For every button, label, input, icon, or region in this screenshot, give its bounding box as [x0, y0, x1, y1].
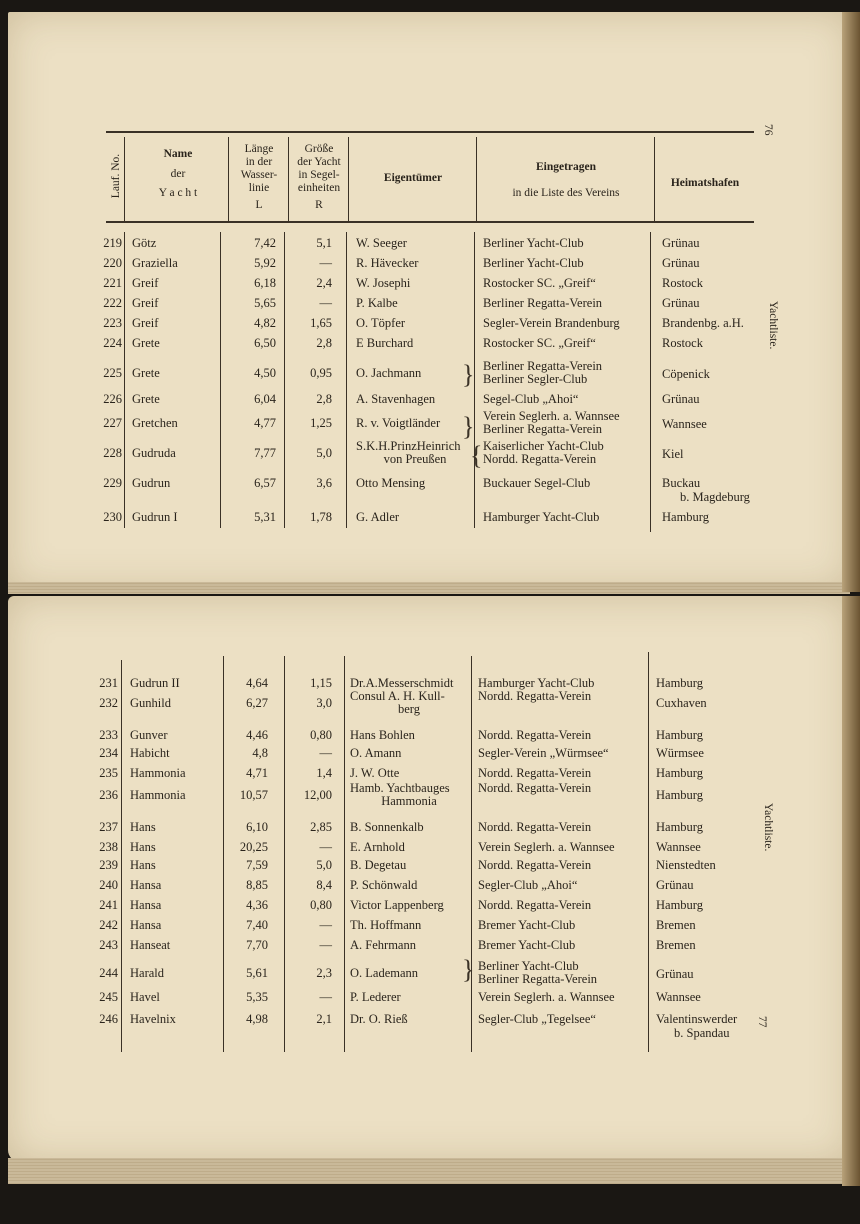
home-port: Hamburg	[656, 676, 703, 690]
registered-club-2: Berliner Regatta-Verein	[478, 972, 598, 986]
header-name-2: der	[170, 168, 186, 180]
row-number: 219	[103, 236, 122, 250]
col-sep	[476, 137, 477, 221]
yacht-name: Gudrun I	[132, 510, 178, 524]
col-sep	[223, 656, 224, 1052]
sail-units-value: 3,6	[316, 476, 332, 490]
yacht-name: Havel	[130, 990, 160, 1004]
row-number: 228	[103, 446, 122, 460]
registered-club: Segler-Club „Tegelsee“	[478, 1012, 596, 1026]
row-number: 224	[103, 336, 122, 350]
length-value: 6,57	[254, 476, 276, 490]
sail-units-value: —	[319, 296, 332, 310]
owner-name: W. Josephi	[356, 276, 411, 290]
page-edge	[8, 1158, 850, 1184]
owner-name: B. Sonnenkalb	[350, 820, 424, 834]
registered-club: Segler-Verein Brandenburg	[483, 316, 620, 330]
yacht-name: Gudrun	[132, 476, 171, 490]
registered-club: Rostocker SC. „Greif“	[483, 276, 596, 290]
row-number: 223	[103, 316, 122, 330]
yacht-name: Hanseat	[130, 938, 171, 952]
header-laenge-5: L	[255, 199, 263, 211]
header-groesse-4: einheiten	[297, 182, 341, 194]
home-port: Hamburg	[656, 788, 703, 802]
yacht-name: Hammonia	[130, 788, 186, 802]
col-sep	[344, 656, 345, 1052]
home-port: Rostock	[662, 276, 703, 290]
home-port: Grünau	[656, 878, 694, 892]
running-head-yachtliste: Yachtliste.	[767, 301, 779, 350]
registered-club: Nordd. Regatta-Verein	[478, 858, 592, 872]
col-sep	[346, 232, 347, 528]
yacht-name: Greif	[132, 316, 159, 330]
yacht-name: Gunhild	[130, 696, 171, 710]
yacht-name: Hansa	[130, 918, 162, 932]
sail-units-value: 3,0	[316, 696, 332, 710]
owner-name: P. Lederer	[350, 990, 401, 1004]
yacht-name: Gudruda	[132, 446, 176, 460]
row-number: 241	[99, 898, 118, 912]
owner-name-cont: von Preußen	[383, 452, 447, 466]
row-number: 235	[99, 766, 118, 780]
owner-name: B. Degetau	[350, 858, 407, 872]
header-laenge-1: Länge	[244, 143, 274, 155]
header-groesse-2: der Yacht	[297, 156, 341, 168]
length-value: 4,50	[254, 366, 276, 380]
yacht-name: Havelnix	[130, 1012, 176, 1026]
sail-units-value: —	[319, 256, 332, 270]
owner-name: E. Arnhold	[350, 840, 405, 854]
home-port: Hamburg	[656, 728, 703, 742]
owner-name: J. W. Otte	[350, 766, 400, 780]
owner-name: W. Seeger	[356, 236, 407, 250]
header-top-rule	[106, 131, 754, 133]
registered-club: Bremer Yacht-Club	[478, 918, 576, 932]
home-port: Hamburg	[662, 510, 709, 524]
owner-name: Th. Hoffmann	[350, 918, 422, 932]
page-edge	[8, 582, 850, 594]
sail-units-value: 2,4	[316, 276, 332, 290]
yacht-name: Hammonia	[130, 766, 186, 780]
col-sep	[284, 656, 285, 1052]
book-spine	[842, 596, 860, 1186]
page-number-76: 76	[762, 124, 774, 136]
yacht-name: Gudrun II	[130, 676, 180, 690]
home-port: Wannsee	[656, 840, 701, 854]
header-laenge-2: in der	[245, 156, 273, 168]
sail-units-value: 5,0	[316, 446, 332, 460]
registered-club: Berliner Yacht-Club	[483, 256, 584, 270]
length-value: 10,57	[239, 788, 268, 802]
length-value: 4,36	[246, 898, 268, 912]
page-number-77: 77	[756, 1016, 768, 1028]
sail-units-value: 8,4	[316, 878, 332, 892]
owner-name: G. Adler	[356, 510, 400, 524]
owner-name: Hamb. Yachtbauges	[350, 781, 450, 795]
registered-club: Nordd. Regatta-Verein	[478, 898, 592, 912]
yacht-name: Greif	[132, 276, 159, 290]
length-value: 7,42	[254, 236, 276, 250]
owner-name-cont: berg	[398, 702, 420, 716]
length-value: 5,65	[254, 296, 276, 310]
length-value: 4,77	[254, 416, 276, 430]
sail-units-value: 1,65	[310, 316, 332, 330]
registered-club: Berliner Yacht-Club	[478, 959, 579, 973]
brace: }	[462, 955, 475, 984]
owner-name: O. Töpfer	[356, 316, 406, 330]
header-heimatshafen: Heimatshafen	[670, 177, 740, 189]
row-number: 232	[99, 696, 118, 710]
row-number: 221	[103, 276, 122, 290]
registered-club: Verein Seglerh. a. Wannsee	[478, 840, 615, 854]
registered-club: Nordd. Regatta-Verein	[478, 820, 592, 834]
home-port: Bremen	[656, 918, 696, 932]
home-port: Brandenbg. a.H.	[662, 316, 744, 330]
owner-name: P. Schönwald	[350, 878, 418, 892]
registered-club: Nordd. Regatta-Verein	[478, 766, 592, 780]
header-groesse-5: R	[315, 199, 323, 211]
brace: }	[462, 412, 475, 441]
row-number: 244	[99, 966, 118, 980]
sail-units-value: —	[319, 990, 332, 1004]
owner-name: Hans Bohlen	[350, 728, 415, 742]
home-port: Nienstedten	[656, 858, 716, 872]
row-number: 236	[99, 788, 118, 802]
home-port: Hamburg	[656, 820, 703, 834]
length-value: 5,31	[254, 510, 276, 524]
header-lauf-no: Lauf. No.	[110, 153, 122, 199]
col-sep	[121, 660, 122, 1052]
row-number: 222	[103, 296, 122, 310]
length-value: 6,27	[246, 696, 268, 710]
home-port: Buckau	[662, 476, 701, 490]
home-port: Grünau	[662, 256, 700, 270]
sail-units-value: 2,1	[316, 1012, 332, 1026]
home-port-cont: b. Magdeburg	[680, 490, 750, 504]
length-value: 6,04	[254, 392, 276, 406]
length-value: 4,98	[246, 1012, 268, 1026]
sail-units-value: —	[319, 918, 332, 932]
registered-club: Segler-Verein „Würmsee“	[478, 746, 609, 760]
registered-club: Hamburger Yacht-Club	[478, 676, 595, 690]
sail-units-value: 1,78	[310, 510, 332, 524]
length-value: 8,85	[246, 878, 268, 892]
home-port: Grünau	[662, 236, 700, 250]
owner-name: O. Amann	[350, 746, 402, 760]
owner-name: O. Lademann	[350, 966, 419, 980]
length-value: 4,71	[246, 766, 268, 780]
owner-name-cont: Hammonia	[381, 794, 437, 808]
registered-club: Berliner Yacht-Club	[483, 236, 584, 250]
owner-name: P. Kalbe	[356, 296, 398, 310]
registered-club: Bremer Yacht-Club	[478, 938, 576, 952]
row-number: 239	[99, 858, 118, 872]
row-number: 240	[99, 878, 118, 892]
length-value: 7,77	[254, 446, 276, 460]
yacht-name: Grete	[132, 392, 160, 406]
header-eingetragen-1: Eingetragen	[535, 161, 597, 173]
home-port: Cöpenick	[662, 367, 710, 381]
home-port-cont: b. Spandau	[674, 1026, 730, 1040]
row-number: 230	[103, 510, 122, 524]
registered-club-2: Berliner Segler-Club	[483, 372, 588, 386]
length-value: 6,18	[254, 276, 276, 290]
sail-units-value: —	[319, 840, 332, 854]
row-number: 237	[99, 820, 118, 834]
row-number: 243	[99, 938, 118, 952]
yacht-name: Habicht	[130, 746, 170, 760]
registered-club: Segel-Club „Ahoi“	[483, 392, 579, 406]
yacht-name: Hansa	[130, 878, 162, 892]
sail-units-value: 2,8	[316, 336, 332, 350]
sail-units-value: 2,85	[310, 820, 332, 834]
yacht-name: Graziella	[132, 256, 178, 270]
row-number: 242	[99, 918, 118, 932]
home-port: Rostock	[662, 336, 703, 350]
owner-name: Consul A. H. Kull-	[350, 689, 445, 703]
row-number: 234	[99, 746, 118, 760]
home-port: Grünau	[662, 392, 700, 406]
sail-units-value: 2,8	[316, 392, 332, 406]
home-port: Wannsee	[656, 990, 701, 1004]
length-value: 7,40	[246, 918, 268, 932]
sail-units-value: 5,1	[316, 236, 332, 250]
home-port: Grünau	[662, 296, 700, 310]
home-port: Würmsee	[656, 746, 704, 760]
home-port: Hamburg	[656, 766, 703, 780]
row-number: 220	[103, 256, 122, 270]
home-port: Hamburg	[656, 898, 703, 912]
sail-units-value: 12,00	[303, 788, 332, 802]
yacht-name: Hansa	[130, 898, 162, 912]
registered-club: Verein Seglerh. a. Wannsee	[483, 409, 620, 423]
col-sep	[284, 232, 285, 528]
home-port: Bremen	[656, 938, 696, 952]
owner-name: Otto Mensing	[356, 476, 426, 490]
row-number: 246	[99, 1012, 118, 1026]
yacht-name: Hans	[130, 858, 156, 872]
length-value: 6,10	[246, 820, 268, 834]
length-value: 6,50	[254, 336, 276, 350]
yacht-name: Grete	[132, 336, 160, 350]
home-port: Grünau	[656, 967, 694, 981]
length-value: 5,92	[254, 256, 276, 270]
row-number: 231	[99, 676, 118, 690]
length-value: 4,64	[246, 676, 268, 690]
yacht-name: Grete	[132, 366, 160, 380]
length-value: 7,70	[246, 938, 268, 952]
owner-name: A. Stavenhagen	[356, 392, 436, 406]
yacht-name: Gunver	[130, 728, 168, 742]
yacht-name: Harald	[130, 966, 165, 980]
row-number: 233	[99, 728, 118, 742]
col-sep	[124, 137, 125, 221]
header-laenge-4: linie	[248, 182, 270, 194]
row-number: 229	[103, 476, 122, 490]
length-value: 4,8	[252, 746, 268, 760]
registered-club-2: Berliner Regatta-Verein	[483, 422, 603, 436]
owner-name: Victor Lappenberg	[350, 898, 444, 912]
registered-club: Nordd. Regatta-Verein	[478, 689, 592, 703]
registered-club: Kaiserlicher Yacht-Club	[483, 439, 604, 453]
registered-club: Rostocker SC. „Greif“	[483, 336, 596, 350]
home-port: Kiel	[662, 447, 684, 461]
owner-name: R. v. Voigtländer	[356, 416, 441, 430]
registered-club: Nordd. Regatta-Verein	[478, 728, 592, 742]
header-eigentuemer: Eigentümer	[383, 172, 443, 184]
owner-name: A. Fehrmann	[350, 938, 416, 952]
header-groesse-1: Größe	[304, 143, 334, 155]
sail-units-value: 2,3	[316, 966, 332, 980]
col-sep	[648, 652, 649, 1052]
sail-units-value: —	[319, 746, 332, 760]
owner-name: Dr. O. Rieß	[350, 1012, 408, 1026]
registered-club: Buckauer Segel-Club	[483, 476, 591, 490]
header-name-3: Y a c h t	[158, 187, 198, 199]
home-port: Cuxhaven	[656, 696, 707, 710]
length-value: 4,46	[246, 728, 268, 742]
length-value: 7,59	[246, 858, 268, 872]
header-eingetragen-2: in die Liste des Vereins	[512, 187, 620, 199]
yacht-name: Hans	[130, 820, 156, 834]
sail-units-value: 0,80	[310, 898, 332, 912]
length-value: 5,61	[246, 966, 268, 980]
length-value: 5,35	[246, 990, 268, 1004]
home-port: Valentinswerder	[656, 1012, 738, 1026]
registered-club: Hamburger Yacht-Club	[483, 510, 600, 524]
sail-units-value: 1,15	[310, 676, 332, 690]
header-groesse-3: in Segel-	[298, 169, 340, 181]
owner-name: O. Jachmann	[356, 366, 422, 380]
length-value: 4,82	[254, 316, 276, 330]
registered-club-2: Nordd. Regatta-Verein	[483, 452, 597, 466]
header-name-1: Name	[163, 148, 193, 160]
running-head-yachtliste: Yachtliste.	[762, 803, 774, 852]
sail-units-value: 5,0	[316, 858, 332, 872]
owner-name: E Burchard	[356, 336, 414, 350]
sail-units-value: 0,95	[310, 366, 332, 380]
col-sep	[124, 232, 125, 528]
row-number: 227	[103, 416, 122, 430]
header-laenge-3: Wasser-	[240, 169, 278, 181]
col-sep	[471, 656, 472, 1052]
yacht-name: Gretchen	[132, 416, 178, 430]
header-bottom-rule	[106, 221, 754, 223]
sail-units-value: 0,80	[310, 728, 332, 742]
yacht-name: Götz	[132, 236, 157, 250]
registered-club: Berliner Regatta-Verein	[483, 296, 603, 310]
registered-club: Nordd. Regatta-Verein	[478, 781, 592, 795]
sail-units-value: 1,4	[316, 766, 332, 780]
row-number: 245	[99, 990, 118, 1004]
row-number: 225	[103, 366, 122, 380]
brace: {	[470, 441, 483, 470]
home-port: Wannsee	[662, 417, 707, 431]
sail-units-value: —	[319, 938, 332, 952]
owner-name: R. Hävecker	[356, 256, 419, 270]
length-value: 20,25	[239, 840, 268, 854]
col-sep	[220, 232, 221, 528]
col-sep	[650, 232, 651, 532]
row-number: 238	[99, 840, 118, 854]
registered-club: Berliner Regatta-Verein	[483, 359, 603, 373]
book-spine	[842, 12, 860, 592]
yacht-name: Hans	[130, 840, 156, 854]
row-number: 226	[103, 392, 122, 406]
owner-name: Dr.A.Messerschmidt	[350, 676, 454, 690]
registered-club: Verein Seglerh. a. Wannsee	[478, 990, 615, 1004]
registered-club: Segler-Club „Ahoi“	[478, 878, 578, 892]
brace: }	[462, 360, 475, 389]
owner-name: S.K.H.PrinzHeinrich	[356, 439, 461, 453]
yacht-name: Greif	[132, 296, 159, 310]
sail-units-value: 1,25	[310, 416, 332, 430]
